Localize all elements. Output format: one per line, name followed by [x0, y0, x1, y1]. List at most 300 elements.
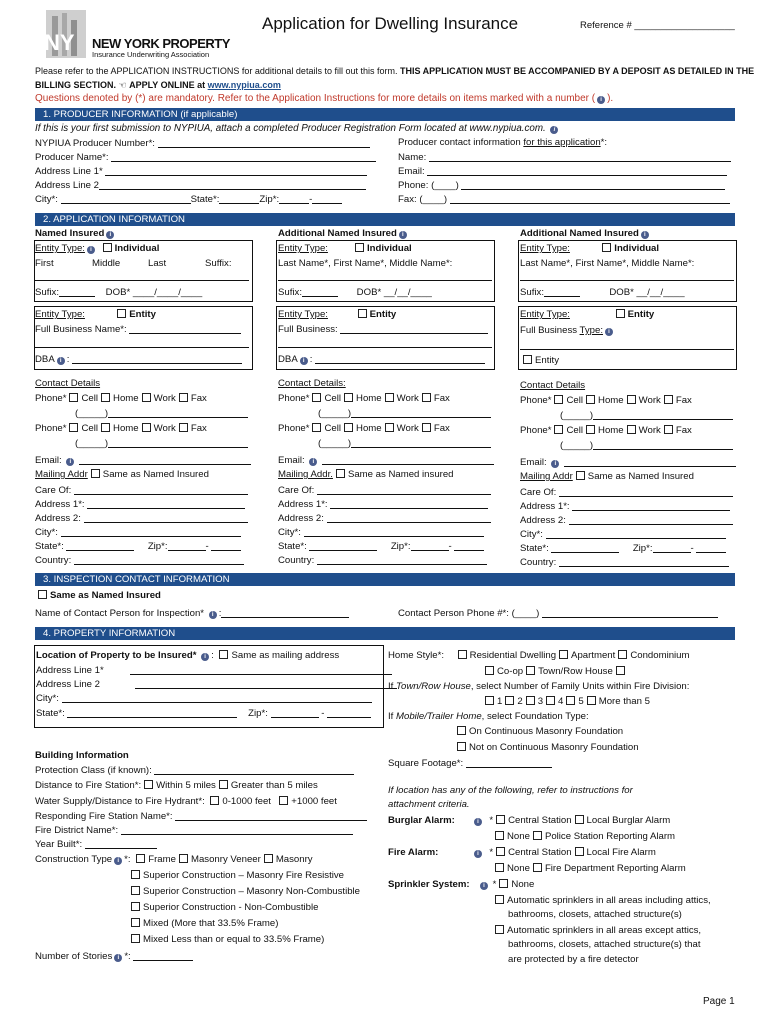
text-input[interactable]: [315, 353, 485, 364]
producer-addr1-field[interactable]: [35, 165, 367, 177]
home-checkbox[interactable]: [586, 395, 595, 404]
other-style-checkbox[interactable]: [616, 666, 625, 675]
cell-checkbox[interactable]: [554, 395, 563, 404]
work-checkbox[interactable]: [627, 425, 636, 434]
coop-checkbox[interactable]: [485, 666, 494, 675]
text-input[interactable]: [322, 454, 494, 465]
add1-name-input[interactable]: [278, 270, 492, 282]
field-label: Sufix:: [520, 287, 544, 298]
sufix-input[interactable]: [544, 286, 580, 297]
area-code: (_____): [75, 438, 109, 449]
named-phone2-types[interactable]: [35, 423, 207, 434]
residential-checkbox[interactable]: [458, 650, 467, 659]
text-input[interactable]: [121, 824, 353, 835]
superior-nc-checkbox[interactable]: [131, 902, 140, 911]
text-input[interactable]: [129, 323, 241, 334]
add1-country[interactable]: [278, 554, 487, 566]
unit-1-checkbox[interactable]: [485, 696, 494, 705]
sprinkler-all[interactable]: [492, 895, 711, 906]
named-address1[interactable]: [35, 498, 245, 510]
named-name-input[interactable]: [35, 270, 249, 282]
none-checkbox[interactable]: [499, 879, 508, 888]
central-station-checkbox[interactable]: [496, 847, 505, 856]
text-input[interactable]: [317, 484, 491, 495]
zip-ext-input[interactable]: [327, 707, 371, 718]
fire-district[interactable]: [35, 824, 353, 836]
add2-name-input[interactable]: [520, 270, 734, 282]
phone-input[interactable]: [542, 607, 718, 618]
same-as-named-checkbox[interactable]: [336, 469, 345, 478]
mixed-less-checkbox[interactable]: [131, 934, 140, 943]
named-care-of[interactable]: [35, 484, 248, 496]
zip-ext-input[interactable]: [211, 540, 241, 551]
work-checkbox[interactable]: [627, 395, 636, 404]
home-style-row2[interactable]: [482, 666, 628, 677]
inspection-contact-phone[interactable]: [398, 607, 718, 619]
checkbox-label: Entity: [369, 309, 397, 320]
checkbox-label: Work: [396, 423, 419, 434]
additional-insured-heading-1: [278, 228, 409, 239]
masonry-checkbox[interactable]: [264, 854, 273, 863]
checkbox-label: Same as mailing address: [231, 650, 340, 661]
text-input[interactable]: [221, 607, 349, 618]
text-input[interactable]: [569, 514, 733, 525]
entity-checkbox[interactable]: [358, 309, 367, 318]
state-input[interactable]: [219, 193, 259, 204]
checkbox-label: Fax: [190, 423, 207, 434]
text-input[interactable]: [330, 498, 488, 509]
field-label: Mailing Addr: [35, 469, 88, 480]
inspection-contact-name[interactable]: Name of Contact Person for Inspection* i :: [35, 607, 349, 619]
mandatory-end: ).: [607, 93, 614, 104]
producer-contact-email[interactable]: [398, 165, 727, 177]
zip-input[interactable]: [411, 540, 449, 551]
named-mailing[interactable]: [35, 469, 209, 480]
reference-number: Reference # ___________________: [580, 20, 735, 31]
zip-input[interactable]: [168, 540, 206, 551]
checkbox-label: Superior Construction - Non-Combustible: [143, 902, 319, 913]
text-input[interactable]: [133, 950, 193, 961]
add1-phone1-number[interactable]: [318, 407, 491, 419]
add1-address2[interactable]: [278, 512, 491, 524]
phone-input[interactable]: [593, 439, 733, 450]
state-input[interactable]: [66, 540, 134, 551]
home-checkbox[interactable]: [344, 393, 353, 402]
add2-country[interactable]: [520, 556, 729, 568]
text-input[interactable]: [99, 179, 366, 190]
text-input[interactable]: [85, 838, 157, 849]
text-input[interactable]: [327, 512, 491, 523]
same-as-named-checkbox[interactable]: [576, 471, 585, 480]
field-label: Address 1*:: [520, 501, 570, 512]
add1-phone2-number[interactable]: [318, 437, 491, 449]
unit-3-checkbox[interactable]: [526, 696, 535, 705]
text-input[interactable]: [461, 179, 725, 190]
home-checkbox[interactable]: [101, 423, 110, 432]
text-input[interactable]: [278, 337, 492, 348]
foundation-not-continuous[interactable]: [454, 742, 639, 753]
text-input[interactable]: [130, 664, 392, 675]
square-footage[interactable]: [388, 757, 552, 769]
fire-alarm-row1[interactable]: i * Central Station Local Fire Alarm: [472, 847, 656, 858]
over-1000ft-checkbox[interactable]: [279, 796, 288, 805]
website-link[interactable]: www.nypiua.com: [207, 80, 281, 90]
add1-mailing[interactable]: [278, 469, 454, 480]
field-label: Producer Name*:: [35, 152, 109, 163]
text-input[interactable]: [72, 353, 242, 364]
checkbox-label: Entity: [129, 309, 156, 320]
state-input[interactable]: [551, 542, 619, 553]
zip-ext-input[interactable]: [454, 540, 484, 551]
text-input[interactable]: [450, 193, 730, 204]
named-email[interactable]: [35, 454, 251, 466]
field-label: City*:: [35, 194, 58, 205]
text-input[interactable]: [154, 764, 354, 775]
text-input[interactable]: [317, 554, 487, 565]
zip-ext-input[interactable]: [696, 542, 726, 553]
property-location-heading[interactable]: Location of Property to be Insured* i : Same as mailing address: [36, 650, 340, 661]
dob-field[interactable]: DOB* __/__/____: [609, 287, 685, 298]
add2-state-zip[interactable]: State*: Zip*: -: [520, 542, 726, 554]
phone-input[interactable]: [108, 407, 248, 418]
police-station-checkbox[interactable]: [533, 831, 542, 840]
superior-mfr-checkbox[interactable]: [131, 870, 140, 879]
info-icon: i: [209, 611, 217, 619]
text-input[interactable]: [61, 526, 241, 537]
local-burglar-checkbox[interactable]: [575, 815, 584, 824]
producer-city-state-zip[interactable]: City*: State*: Zip*: -: [35, 193, 342, 205]
text-input[interactable]: [175, 810, 367, 821]
mandatory-note: [35, 93, 613, 104]
central-station-checkbox[interactable]: [496, 815, 505, 824]
text-input[interactable]: [62, 692, 372, 703]
named-city[interactable]: [35, 526, 241, 538]
fax-checkbox[interactable]: [179, 393, 188, 402]
superior-nc[interactable]: [128, 902, 318, 913]
mixed-more[interactable]: [128, 918, 278, 929]
add2-business-line2[interactable]: [520, 339, 734, 351]
add2-care-of[interactable]: [520, 486, 733, 498]
add1-sufix-dob[interactable]: [278, 286, 432, 298]
add1-state-zip[interactable]: State*: Zip*: -: [278, 540, 484, 552]
checkbox-label: 0-1000 feet: [222, 796, 271, 807]
zip-input[interactable]: [279, 193, 309, 204]
info-icon: i: [201, 653, 209, 661]
add2-mailing[interactable]: [520, 471, 694, 482]
text-input[interactable]: [35, 337, 249, 348]
checkbox-label: Same as Named Insured: [50, 590, 161, 601]
info-icon: i: [550, 126, 558, 134]
text-input[interactable]: [105, 165, 367, 176]
mixed-less[interactable]: [128, 934, 324, 945]
checkbox-label: Work: [153, 423, 176, 434]
state-input[interactable]: [309, 540, 377, 551]
foundation-continuous[interactable]: [454, 726, 623, 737]
producer-contact-phone[interactable]: [398, 179, 725, 191]
field-label: Entity Type:: [35, 309, 85, 320]
phone-input[interactable]: [351, 437, 491, 448]
fax-checkbox[interactable]: [422, 423, 431, 432]
field-label: Number of Stories: [35, 951, 113, 962]
named-sufix-dob[interactable]: [35, 286, 202, 298]
add1-contact-heading: Contact Details:: [278, 378, 346, 389]
greater-5-checkbox[interactable]: [219, 780, 228, 789]
cell-checkbox[interactable]: [69, 423, 78, 432]
add2-business-type[interactable]: [520, 325, 615, 336]
named-phone1-types[interactable]: [35, 393, 207, 404]
named-dba-field[interactable]: DBA i :: [35, 353, 242, 365]
superior-mfr[interactable]: [128, 870, 344, 881]
work-checkbox[interactable]: [142, 393, 151, 402]
property-city[interactable]: [36, 692, 372, 704]
info-icon: i: [114, 954, 122, 962]
fire-station-distance[interactable]: [35, 780, 318, 791]
add1-dba-field[interactable]: DBA i :: [278, 353, 485, 365]
text-input[interactable]: [520, 339, 734, 350]
add2-entity-check[interactable]: [520, 355, 559, 366]
logo-wordmark: NEW YORK PROPERTY: [92, 36, 230, 51]
mixed-more-checkbox[interactable]: [131, 918, 140, 927]
field-label: Responding Fire Station Name*:: [35, 811, 173, 822]
named-phone1-number[interactable]: [75, 407, 248, 419]
producer-number-field[interactable]: [35, 137, 370, 149]
field-label: Address Line 2: [35, 180, 99, 191]
apartment-checkbox[interactable]: [559, 650, 568, 659]
fax-checkbox[interactable]: [664, 425, 673, 434]
add2-entity-type: [520, 243, 659, 254]
superior-mnc-checkbox[interactable]: [131, 886, 140, 895]
checkbox-label: 4: [558, 696, 564, 707]
add2-phone2-types[interactable]: [520, 425, 692, 436]
text-input[interactable]: [111, 151, 376, 162]
entity-checkbox[interactable]: [616, 309, 625, 318]
named-business-line2[interactable]: [35, 337, 249, 349]
burglar-alarm-row1[interactable]: i * Central Station Local Burglar Alarm: [472, 815, 670, 826]
individual-checkbox[interactable]: [103, 243, 112, 252]
cell-checkbox[interactable]: [554, 425, 563, 434]
sprinkler-except[interactable]: [492, 925, 701, 936]
protection-class[interactable]: [35, 764, 354, 776]
field-label: Zip*:: [390, 541, 411, 552]
text-input[interactable]: [559, 556, 729, 567]
text-input[interactable]: [84, 512, 248, 523]
text-input[interactable]: [340, 323, 488, 334]
checkbox-label: Cell: [566, 395, 584, 406]
text-input[interactable]: [278, 270, 492, 281]
same-as-named-checkbox[interactable]: [91, 469, 100, 478]
text-input[interactable]: [572, 500, 730, 511]
named-state-zip[interactable]: State*: Zip*: -: [35, 540, 241, 552]
home-style-row1[interactable]: [388, 650, 690, 661]
producer-addr2-field[interactable]: [35, 179, 366, 191]
add2-sufix-dob[interactable]: [520, 286, 685, 298]
add1-entity-type: [278, 243, 412, 254]
more-than-5-checkbox[interactable]: [587, 696, 596, 705]
responding-station[interactable]: [35, 810, 367, 822]
phone-input[interactable]: [108, 437, 248, 448]
fax-checkbox[interactable]: [422, 393, 431, 402]
text-input[interactable]: [74, 484, 248, 495]
same-as-named-checkbox[interactable]: [38, 590, 47, 599]
named-contact-heading: Contact Details: [35, 378, 101, 389]
add1-business-line2[interactable]: [278, 337, 492, 349]
zip-input[interactable]: [271, 707, 319, 718]
add1-address1[interactable]: [278, 498, 488, 510]
add2-phone1-number[interactable]: [560, 409, 733, 421]
text-input[interactable]: [564, 456, 736, 467]
cell-checkbox[interactable]: [69, 393, 78, 402]
entity-checkbox[interactable]: [117, 309, 126, 318]
home-checkbox[interactable]: [344, 423, 353, 432]
text-input[interactable]: [429, 151, 731, 162]
sufix-input[interactable]: [59, 286, 95, 297]
sprinkler-except-checkbox[interactable]: [495, 925, 504, 934]
info-icon: i: [87, 246, 95, 254]
home-checkbox[interactable]: [101, 393, 110, 402]
condo-checkbox[interactable]: [618, 650, 627, 659]
checkbox-label: Home: [113, 423, 139, 434]
home-checkbox[interactable]: [586, 425, 595, 434]
named-phone2-number[interactable]: [75, 437, 248, 449]
field-label: DBA: [278, 354, 298, 365]
inspection-same-as-named[interactable]: [35, 590, 161, 601]
add2-phone1-types[interactable]: [520, 395, 692, 406]
fax-checkbox[interactable]: [664, 395, 673, 404]
producer-contact-fax[interactable]: [398, 193, 730, 205]
sufix-input[interactable]: [302, 286, 338, 297]
unit-2-checkbox[interactable]: [505, 696, 514, 705]
add1-phone1-types[interactable]: [278, 393, 450, 404]
unit-5-checkbox[interactable]: [566, 696, 575, 705]
add2-city[interactable]: [520, 528, 726, 540]
logo-subtitle: Insurance Underwriting Association: [92, 50, 210, 59]
add2-address2[interactable]: [520, 514, 733, 526]
add1-business-field[interactable]: [278, 323, 488, 335]
add1-care-of[interactable]: [278, 484, 491, 496]
add2-address1[interactable]: [520, 500, 730, 512]
same-as-mailing-checkbox[interactable]: [219, 650, 228, 659]
text-input[interactable]: [304, 526, 484, 537]
number-of-stories[interactable]: Number of Stories i *:: [35, 950, 193, 962]
field-label: Phone*: [278, 423, 310, 434]
field-label: Location of Property to be Insured*: [36, 650, 197, 661]
cell-checkbox[interactable]: [312, 423, 321, 432]
text-input[interactable]: [520, 270, 734, 281]
work-checkbox[interactable]: [385, 423, 394, 432]
none-checkbox[interactable]: [495, 831, 504, 840]
townrow-checkbox[interactable]: [526, 666, 535, 675]
add2-email[interactable]: [520, 456, 736, 468]
named-address2[interactable]: [35, 512, 248, 524]
year-built[interactable]: [35, 838, 157, 850]
add1-phone2-types[interactable]: [278, 423, 450, 434]
zip-ext-input[interactable]: [312, 193, 342, 204]
text-input[interactable]: [466, 757, 552, 768]
field-label: Country:: [278, 555, 315, 566]
state-input[interactable]: [67, 707, 237, 718]
text-input[interactable]: [135, 678, 397, 689]
frame-checkbox[interactable]: [136, 854, 145, 863]
fire-alarm-row2[interactable]: [492, 863, 686, 874]
dob-field[interactable]: DOB* __/__/____: [356, 287, 432, 298]
property-address2[interactable]: [36, 678, 397, 690]
text-input[interactable]: [87, 498, 245, 509]
none-checkbox[interactable]: [495, 863, 504, 872]
dob-field[interactable]: DOB* ____/____/____: [105, 287, 203, 298]
text-input[interactable]: [74, 554, 244, 565]
water-supply[interactable]: [35, 796, 337, 807]
producer-contact-name[interactable]: [398, 151, 731, 163]
fax-checkbox[interactable]: [179, 423, 188, 432]
field-label: Fax: (____): [398, 194, 448, 205]
named-business-field[interactable]: [35, 323, 241, 335]
intro-line2: [35, 80, 281, 91]
field-label: Zip*:: [248, 708, 268, 719]
field-label: Email:: [520, 457, 547, 468]
checkbox-label: Home: [598, 425, 624, 436]
checkbox-label: Fax: [675, 425, 692, 436]
entity-checkbox[interactable]: [523, 355, 532, 364]
add1-email[interactable]: [278, 454, 494, 466]
field-label: Country:: [35, 555, 72, 566]
city-input[interactable]: [61, 193, 191, 204]
property-address1[interactable]: [36, 664, 392, 676]
work-checkbox[interactable]: [385, 393, 394, 402]
individual-checkbox[interactable]: [355, 243, 364, 252]
work-checkbox[interactable]: [142, 423, 151, 432]
burglar-alarm-row2[interactable]: [492, 831, 675, 842]
field-label: Protection Class (if known):: [35, 765, 152, 776]
phone-input[interactable]: [593, 409, 733, 420]
unit-4-checkbox[interactable]: [546, 696, 555, 705]
question-text: Mobile/Trailer Home: [396, 711, 482, 722]
field-label: Entity Type:: [35, 243, 85, 254]
phone-input[interactable]: [351, 407, 491, 418]
under-1000ft-checkbox[interactable]: [210, 796, 219, 805]
within-5-checkbox[interactable]: [144, 780, 153, 789]
individual-checkbox[interactable]: [602, 243, 611, 252]
add1-city[interactable]: [278, 526, 484, 538]
add2-phone2-number[interactable]: [560, 439, 733, 451]
superior-mnc[interactable]: [128, 886, 360, 897]
not-continuous-checkbox[interactable]: [457, 742, 466, 751]
checkbox-label: Fax: [433, 423, 450, 434]
property-state-zip[interactable]: State*: Zip*: -: [36, 707, 371, 719]
info-icon: i: [106, 231, 114, 239]
masonry-veneer-checkbox[interactable]: [179, 854, 188, 863]
named-country[interactable]: [35, 554, 244, 566]
billing-section-text: BILLING SECTION.: [35, 80, 116, 90]
text-input[interactable]: [559, 486, 733, 497]
zip-input[interactable]: [653, 542, 691, 553]
text-input[interactable]: [158, 137, 370, 148]
producer-contact-heading: [398, 137, 607, 148]
local-fire-checkbox[interactable]: [575, 847, 584, 856]
fire-dept-checkbox[interactable]: [533, 863, 542, 872]
text-input[interactable]: [546, 528, 726, 539]
text-input[interactable]: [79, 454, 251, 465]
cell-checkbox[interactable]: [312, 393, 321, 402]
text-input[interactable]: [35, 270, 249, 281]
continuous-checkbox[interactable]: [457, 726, 466, 735]
sprinkler-none[interactable]: i * None: [478, 879, 534, 890]
sprinkler-all-checkbox[interactable]: [495, 895, 504, 904]
producer-name-field[interactable]: [35, 151, 376, 163]
construction-type[interactable]: Construction Type i *: Frame Masonry Veneer Masonry: [35, 854, 313, 865]
family-units-options[interactable]: [482, 696, 650, 707]
section-property-header: [35, 627, 735, 640]
text-input[interactable]: [427, 165, 727, 176]
